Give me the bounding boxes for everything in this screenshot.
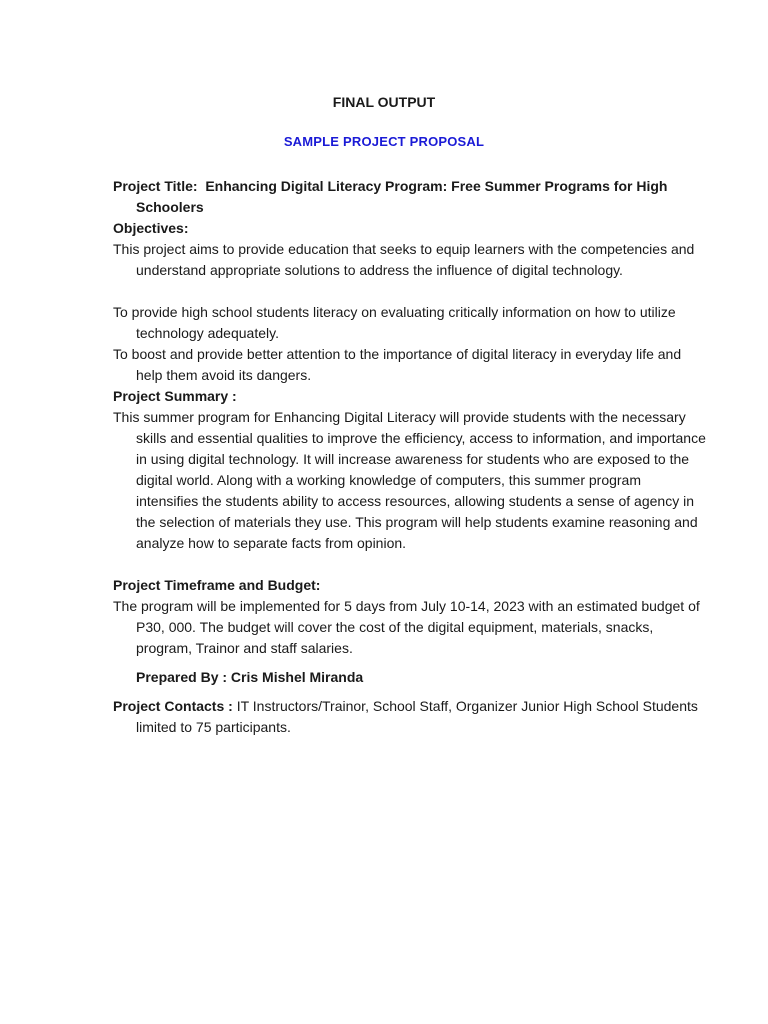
objectives-heading: Objectives: bbox=[113, 220, 189, 236]
summary-paragraph: This summer program for Enhancing Digital Literacy will provide students with the necessary skills and essential qualities to improve the efficiency, access to information, and importance in using digital technology. It will increase awareness for students who are exposed to the digital world. Along with a working knowledge of computers, this summer program intensifies the students ability to access resources, allowing students a sense of agency in the selection of materials they use. This program will help students examine reasoning and analyze how to separate facts from opinion. bbox=[113, 409, 706, 551]
contacts-paragraph bbox=[113, 696, 706, 738]
project-title-label: Project Title: bbox=[113, 178, 198, 194]
objective-item-1: This project aims to provide education that seeks to equip learners with the competencies and understand appropriate solutions to address the influence of digital technology. bbox=[113, 241, 695, 278]
timeframe-heading: Project Timeframe and Budget: bbox=[113, 577, 321, 593]
document-subtitle: SAMPLE PROJECT PROPOSAL bbox=[283, 134, 485, 149]
document-title: FINAL OUTPUT bbox=[332, 94, 436, 110]
summary-heading: Project Summary : bbox=[113, 388, 237, 404]
project-title-paragraph bbox=[113, 176, 706, 218]
objective-item-3: To boost and provide better attention to the importance of digital literacy in everyday life and help them avoid its dangers. bbox=[113, 346, 682, 383]
project-title-value: Enhancing Digital Literacy Program: Free Summer Programs for High Schoolers bbox=[136, 178, 668, 215]
contacts-text: IT Instructors/Trainor, School Staff, Organizer Junior High School Students limited to 75 participants. bbox=[136, 698, 698, 735]
contacts-label: Project Contacts : bbox=[113, 698, 233, 714]
objective-item-2: To provide high school students literacy on evaluating critically information on how to utilize technology adequately. bbox=[113, 304, 676, 341]
prepared-by: Prepared By : Cris Mishel Miranda bbox=[136, 669, 364, 685]
timeframe-paragraph: The program will be implemented for 5 days from July 10-14, 2023 with an estimated budget of P30, 000. The budget will cover the cost of the digital equipment, materials, snacks, program, Trainor and staff salaries. bbox=[113, 598, 700, 656]
